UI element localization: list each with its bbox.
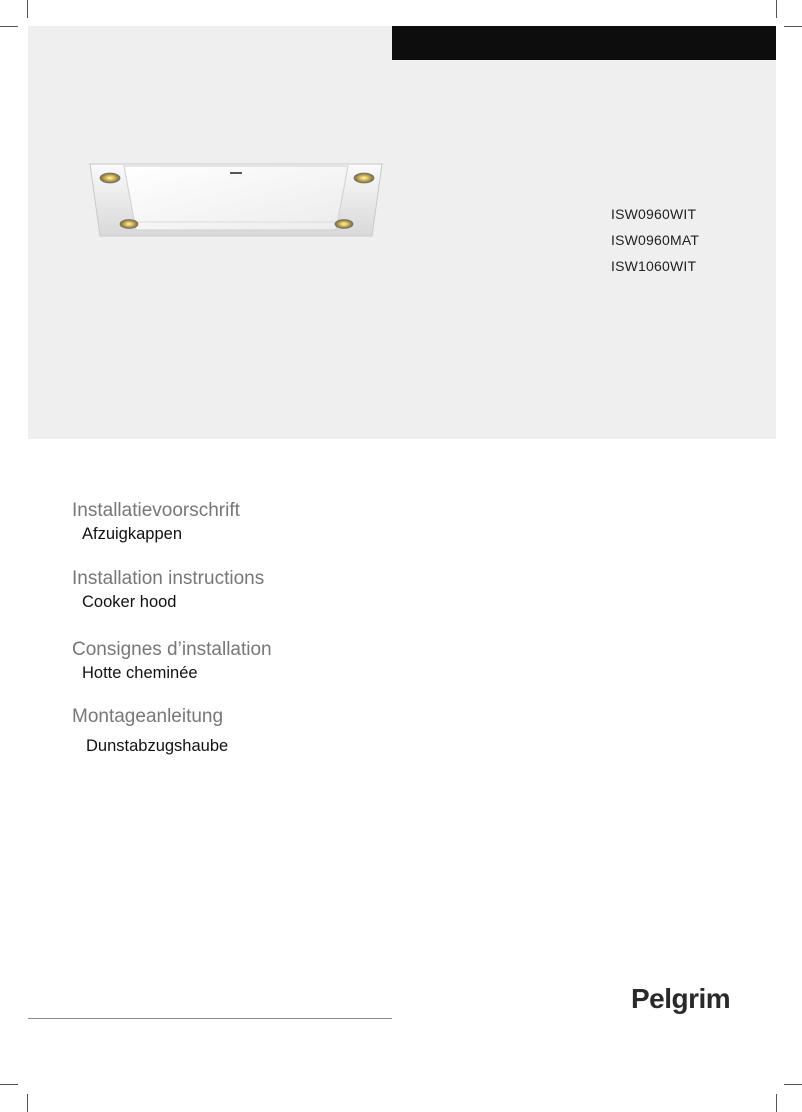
model-number: ISW1060WIT [611,258,697,274]
crop-mark-top-right-v [776,0,777,18]
brand-logo: Pelgrim [631,983,731,1014]
lamp-icon [335,220,353,229]
manual-section-de [72,705,228,757]
crop-mark-bottom-left-v [27,1094,28,1112]
manual-subtitle: Hotte cheminée [82,664,198,682]
crop-mark-bottom-right-h [784,1084,802,1085]
lamp-icon [100,173,120,183]
manual-section-nl [72,499,240,545]
manual-section-en [72,567,264,613]
manual-title: Montageanleitung [72,706,224,727]
crop-mark-bottom-right-v [776,1094,777,1112]
model-list [611,201,699,279]
model-number: ISW0960MAT [611,232,700,248]
manual-title: Consignes d’installation [72,639,272,660]
crop-mark-bottom-left-h [0,1084,18,1085]
footer-divider [28,1018,392,1019]
lamp-icon [120,220,138,229]
lamp-icon [354,173,374,183]
cooker-hood-illustration [86,160,386,240]
manual-section-fr [72,638,272,684]
manual-title: Installatievoorschrift [72,500,240,521]
header-bar [392,26,776,60]
crop-mark-top-left-h [0,26,18,27]
manual-subtitle: Afzuigkappen [82,525,182,543]
model-number: ISW0960WIT [611,206,697,222]
manual-subtitle: Dunstabzugshaube [86,737,229,755]
manual-title: Installation instructions [72,568,265,589]
manual-subtitle: Cooker hood [82,593,177,611]
crop-mark-top-right-h [784,26,802,27]
crop-mark-top-left-v [27,0,28,18]
